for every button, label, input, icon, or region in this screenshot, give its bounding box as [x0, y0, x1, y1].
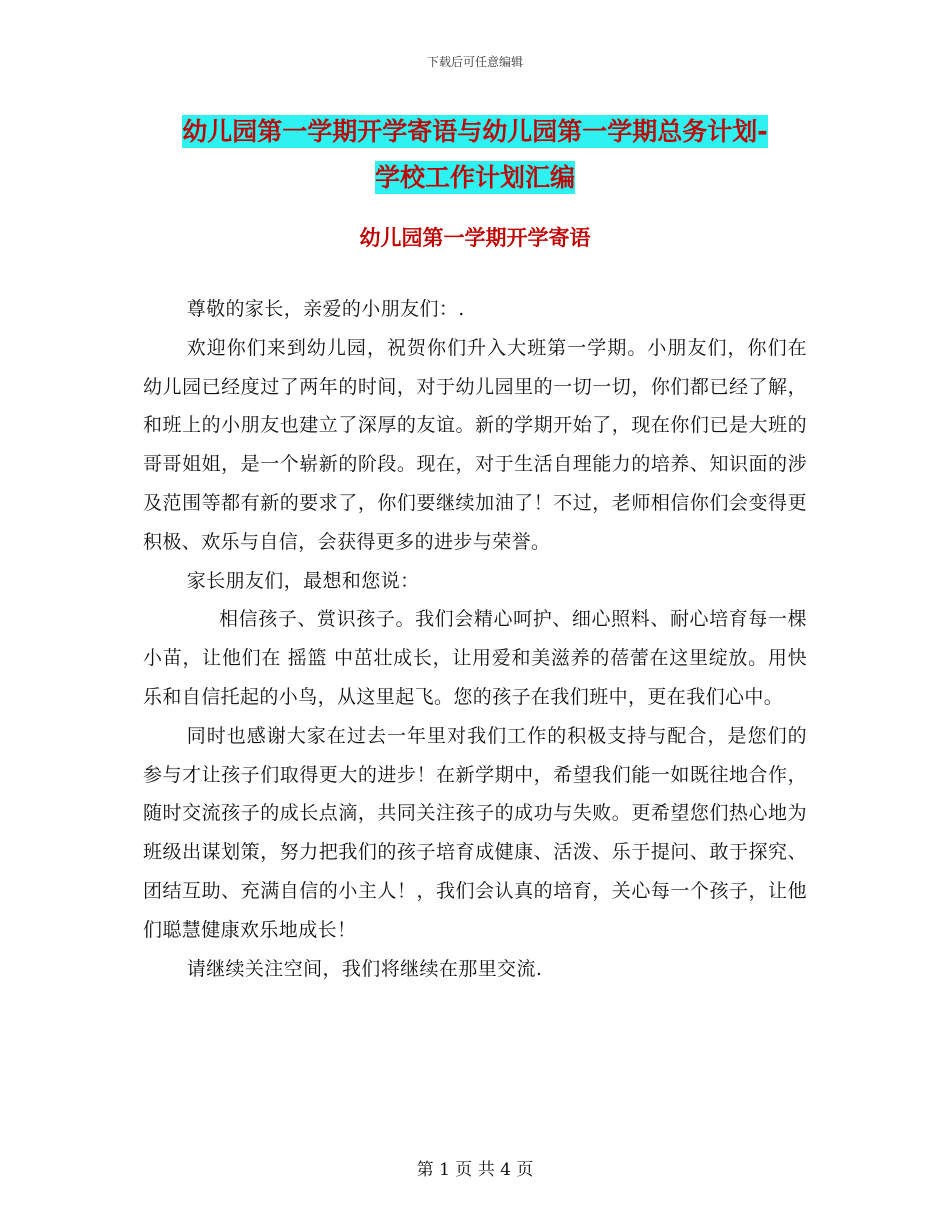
document-title-line-1 — [0, 112, 950, 148]
title-line-2-text: 学校工作计划汇编 — [374, 163, 575, 192]
paragraph-greeting: 尊敬的家长，亲爱的小朋友们：. — [186, 298, 465, 320]
section-heading: 幼儿园第一学期开学寄语 — [359, 226, 591, 250]
paragraph-parents-intro: 家长朋友们，最想和您说： — [186, 569, 420, 592]
paragraph-closing: 请继续关注空间，我们将继续在那里交流. — [186, 957, 543, 980]
paragraph-trust: 相信孩子、赏识孩子。我们会精心呵护、细心照料、耐心培育每一棵小苗，让他们在 摇篮 中茁壮成长，让用爱和美滋养的蓓蕾在这里绽放。用快乐和自信托起的小鸟，从这里起飞。您的孩子在我们班中，更在我们心中。 — [143, 608, 807, 708]
paragraph-welcome: 欢迎你们来到幼儿园，祝贺你们升入大班第一学期。小朋友们，你们在幼儿园已经度过了两年的时间，对于幼儿园里的一切一切，你们都已经了解，和班上的小朋友也建立了深厚的友谊。新的学期开始了，现在你们已是大班的哥哥姐姐，是一个崭新的阶段。现在，对于生活自理能力的培养、知识面的涉及范围等都有新的要求了，你们要继续加油了！不过，老师相信你们会变得更积极、欢乐与自信，会获得更多的进步与荣誉。 — [143, 336, 807, 553]
document-title-line-2 — [0, 158, 950, 194]
header-note: 下载后可任意编辑 — [426, 55, 523, 69]
document-body — [143, 290, 807, 988]
paragraph-thanks: 同时也感谢大家在过去一年里对我们工作的积极支持与配合，是您们的参与才让孩子们取得更大的进步！在新学期中，希望我们能一如既往地合作，随时交流孩子的成长点滴，共同关注孩子的成功与失败。更希望您们热心地为班级出谋划策，努力把我们的孩子培育成健康、活泼、乐于提问、敢于探究、团结互助、充满自信的小主人！，我们会认真的培育，关心每一个孩子，让他们聪慧健康欢乐地成长！ — [143, 724, 807, 941]
page-footer: 第 1 页 共 4 页 — [416, 1160, 534, 1180]
title-line-1-text: 幼儿园第一学期开学寄语与幼儿园第一学期总务计划- — [182, 117, 768, 146]
